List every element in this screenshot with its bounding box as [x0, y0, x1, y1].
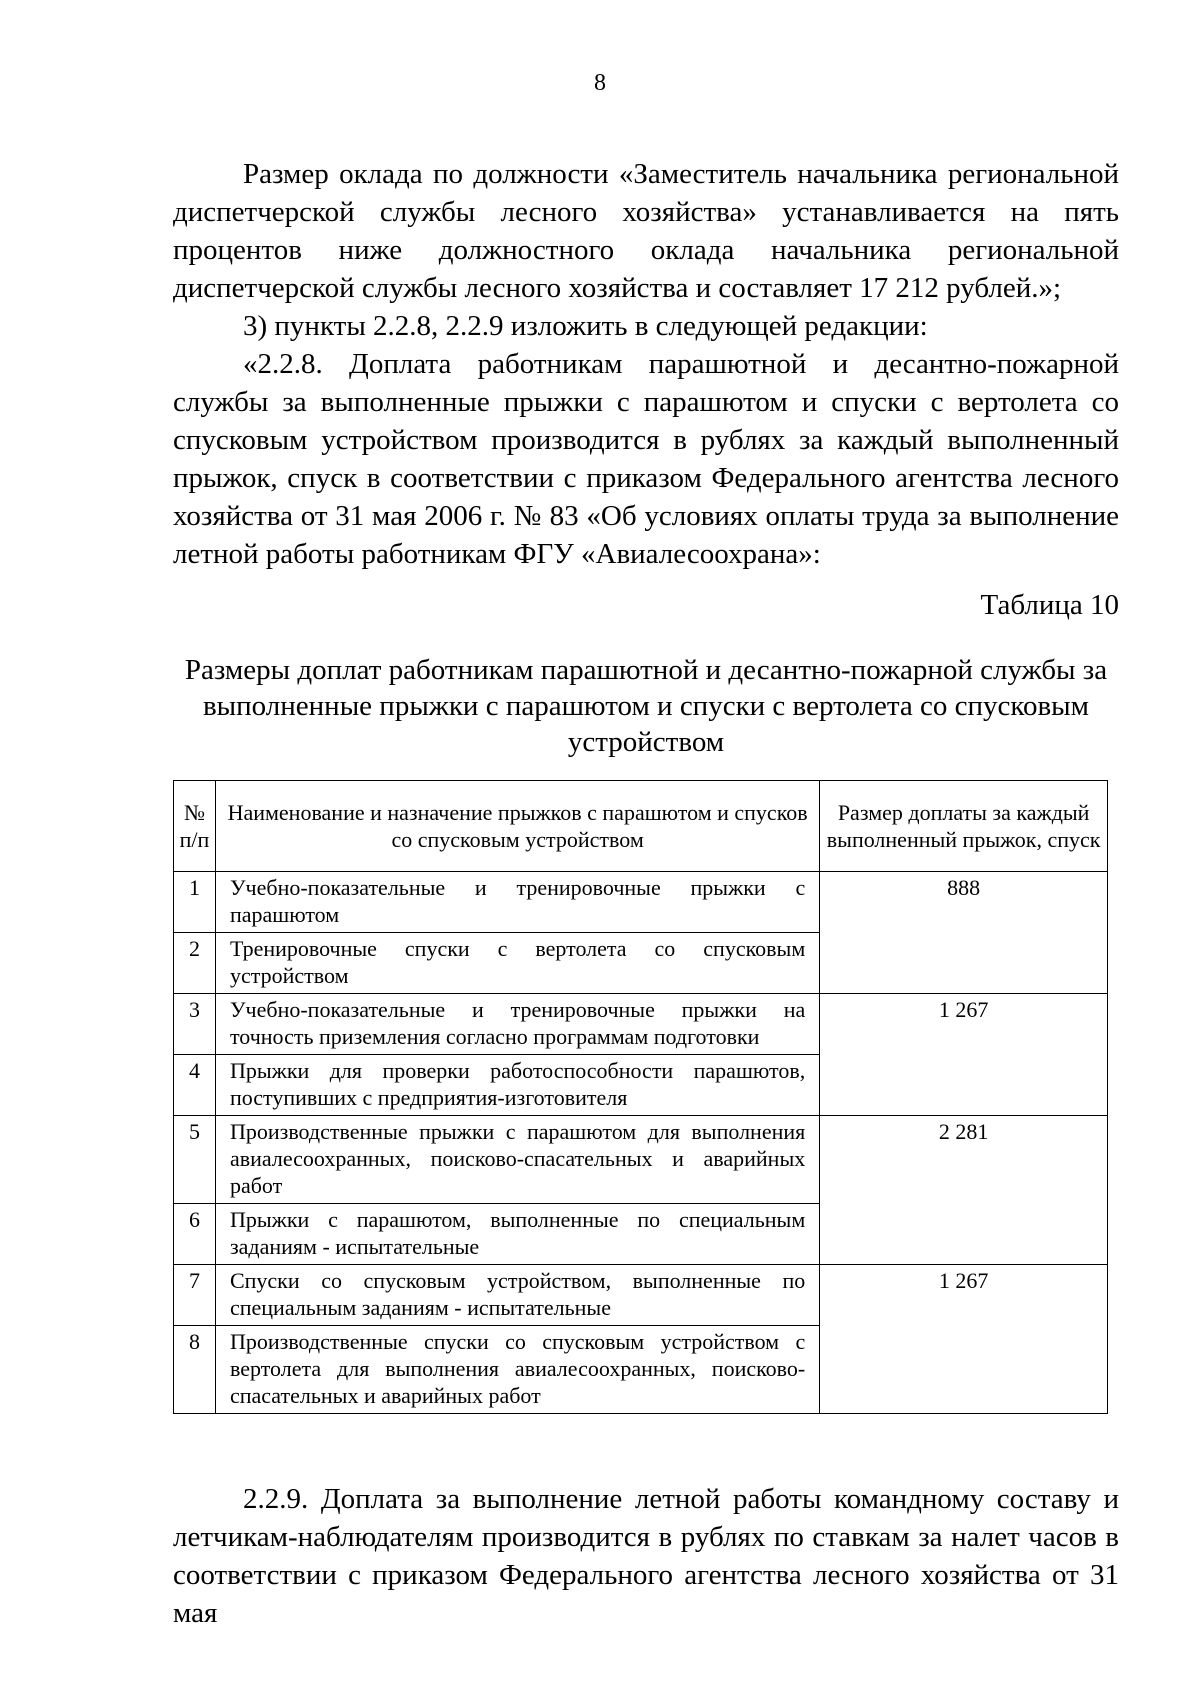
intro-text: [173, 155, 1119, 573]
table-row: [174, 1116, 1108, 1204]
table-label: Таблица 10: [980, 589, 1119, 621]
row-name: Производственные прыжки с парашютом для выполнения авиалесоохранных, поисково-спасательных и аварийных работ: [215, 1116, 819, 1204]
table-row: [174, 872, 1108, 933]
table-row: [174, 994, 1108, 1055]
row-number: 2: [174, 933, 216, 994]
row-name: Учебно-показательные и тренировочные прыжки на точность приземления согласно программам подготовки: [215, 994, 819, 1055]
payment-table: [173, 780, 1108, 1414]
row-name: Производственные спуски со спусковым устройством с вертолета для выполнения авиалесоохранных, поисково-спасательных и аварийных работ: [215, 1326, 819, 1414]
paragraph-amendment-points: 3) пункты 2.2.8, 2.2.9 изложить в следующей редакции:: [243, 310, 928, 342]
row-name: Прыжки для проверки работоспособности парашютов, поступивших с предприятия-изготовителя: [215, 1055, 819, 1116]
row-name: Тренировочные спуски с вертолета со спусковым устройством: [215, 933, 819, 994]
header-number: № п/п: [174, 781, 216, 872]
row-name: Учебно-показательные и тренировочные прыжки с парашютом: [215, 872, 819, 933]
payment-value: 1 267: [820, 1265, 1108, 1414]
row-number: 3: [174, 994, 216, 1055]
header-name: Наименование и назначение прыжков с парашютом и спусков со спусковым устройством: [215, 781, 819, 872]
row-number: 5: [174, 1116, 216, 1204]
row-number: 8: [174, 1326, 216, 1414]
payment-value: 1 267: [820, 994, 1108, 1116]
table-header-row: [174, 781, 1108, 872]
table-title: Размеры доплат работникам парашютной и десантно-пожарной службы за выполненные прыжки с парашютом и спуски с вертолета со спусковым устройством: [184, 654, 1108, 758]
row-name: Прыжки с парашютом, выполненные по специальным заданиям - испытательные: [215, 1204, 819, 1265]
payment-value: 2 281: [820, 1116, 1108, 1265]
closing-text: [173, 1480, 1119, 1632]
paragraph-2-2-8: «2.2.8. Доплата работникам парашютной и десантно-пожарной службы за выполненные прыжки с парашютом и спуски с вертолета со спусковым устройством производится в рублях за каждый выполненный прыжок, спуск в соответствии с приказом Федерального агентства лесного хозяйства от 31 мая 2006 г. № 83 «Об условиях оплаты труда за выполнение летной работы работникам ФГУ «Авиалесоохрана»:: [173, 348, 1119, 570]
payment-value: 888: [820, 872, 1108, 994]
page-number: 8: [594, 70, 606, 96]
row-number: 1: [174, 872, 216, 933]
row-number: 7: [174, 1265, 216, 1326]
paragraph-2-2-9: 2.2.9. Доплата за выполнение летной работы командному составу и летчикам-наблюдателям производится в рублях по ставкам за налет часов в соответствии с приказом Федерального агентства лесного хозяйства от 31 мая: [173, 1483, 1119, 1629]
row-number: 4: [174, 1055, 216, 1116]
row-name: Спуски со спусковым устройством, выполненные по специальным заданиям - испытательные: [215, 1265, 819, 1326]
table-row: [174, 1265, 1108, 1326]
row-number: 6: [174, 1204, 216, 1265]
paragraph-deputy-salary: Размер оклада по должности «Заместитель начальника региональной диспетчерской службы лесного хозяйства» устанавливается на пять процентов ниже должностного оклада начальника региональной диспетчерской службы лесного хозяйства и составляет 17 212 рублей.»;: [173, 158, 1119, 304]
header-payment: Размер доплаты за каждый выполненный прыжок, спуск: [820, 781, 1108, 872]
